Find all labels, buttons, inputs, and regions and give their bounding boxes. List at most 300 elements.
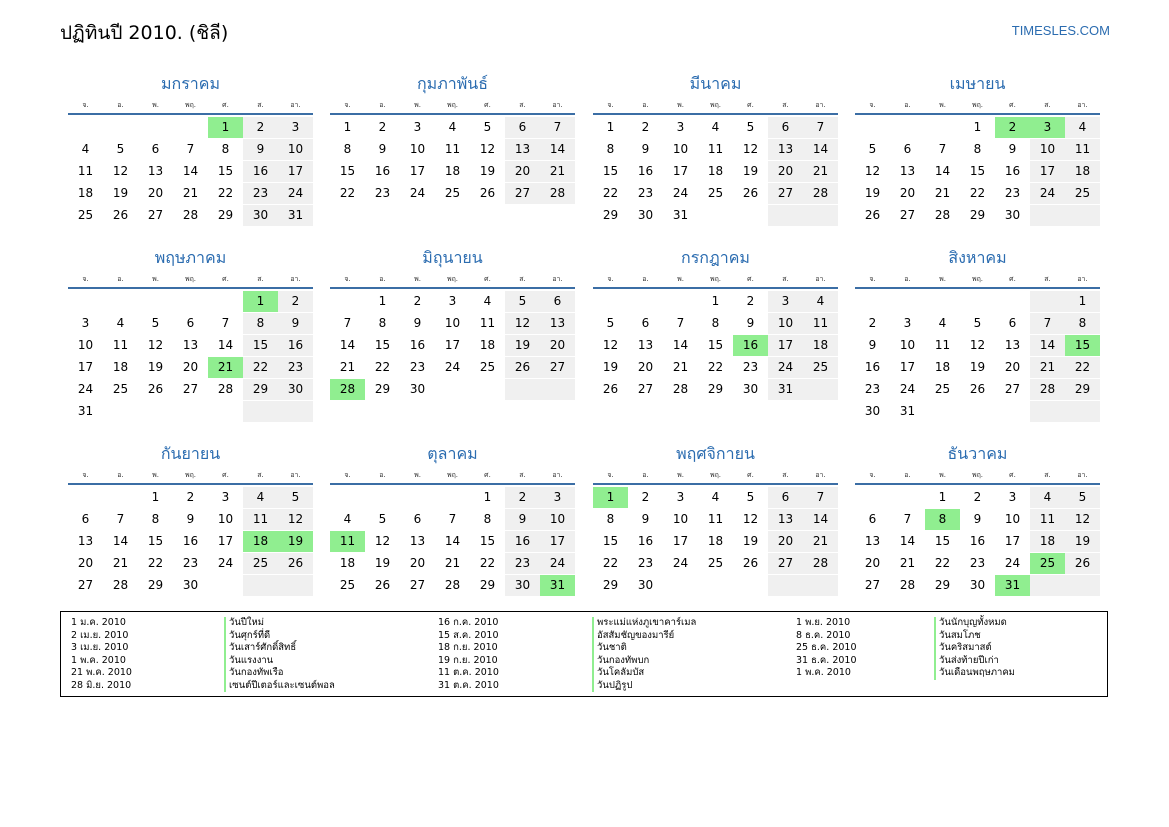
day-cell: 16 bbox=[637, 164, 654, 178]
page-title: ปฏิทินปี 2010. (ชิลี) bbox=[60, 22, 229, 44]
empty-day-cell bbox=[173, 117, 208, 138]
empty-day-cell bbox=[768, 205, 803, 226]
holiday-dates-col-3 bbox=[796, 617, 857, 680]
empty-day-cell bbox=[400, 487, 435, 508]
day-cell: 1 bbox=[483, 490, 492, 504]
day-cell: 8 bbox=[343, 142, 352, 156]
empty-day-cell bbox=[365, 487, 400, 508]
day-cell: 11 bbox=[243, 509, 278, 530]
empty-day-cell bbox=[138, 117, 173, 138]
day-cell: 25 bbox=[243, 553, 278, 574]
holiday-name: วันสมโภช bbox=[934, 630, 1015, 643]
weekday-label: ส. bbox=[257, 101, 264, 109]
weekday-label: อ. bbox=[904, 275, 911, 283]
day-cell: 12 bbox=[864, 164, 881, 178]
day-cell: 7 bbox=[186, 142, 195, 156]
day-cell: 22 bbox=[1065, 357, 1100, 378]
day-cell: 12 bbox=[112, 164, 129, 178]
day-cell: 1 bbox=[208, 117, 243, 138]
weekday-label: พ. bbox=[677, 275, 684, 283]
empty-day-cell bbox=[173, 291, 208, 312]
weekday-label: ส. bbox=[782, 471, 789, 479]
day-cell: 18 bbox=[339, 556, 356, 570]
weekday-header bbox=[855, 469, 1100, 485]
day-cell: 25 bbox=[77, 208, 94, 222]
day-cell: 9 bbox=[278, 313, 313, 334]
empty-day-cell bbox=[803, 205, 838, 226]
day-cell: 5 bbox=[1065, 487, 1100, 508]
day-cell: 22 bbox=[969, 186, 986, 200]
weekday-label: ศ. bbox=[484, 101, 491, 109]
weekday-label: จ. bbox=[344, 275, 351, 283]
day-cell: 10 bbox=[77, 338, 94, 352]
holiday-date: 18 ก.ย. 2010 bbox=[438, 642, 498, 653]
empty-day-cell bbox=[243, 401, 278, 422]
day-cell: 29 bbox=[217, 208, 234, 222]
holiday-name: วันกองทัพบก bbox=[592, 655, 696, 668]
day-cell: 5 bbox=[151, 316, 160, 330]
weekday-label: ส. bbox=[1044, 275, 1051, 283]
weekday-label: พฤ. bbox=[971, 471, 984, 479]
day-grid bbox=[330, 291, 575, 401]
weekday-label: จ. bbox=[869, 471, 876, 479]
day-cell: 18 bbox=[479, 338, 496, 352]
day-cell: 20 bbox=[505, 161, 540, 182]
day-cell: 29 bbox=[602, 578, 619, 592]
day-cell: 27 bbox=[768, 553, 803, 574]
day-cell: 24 bbox=[278, 183, 313, 204]
weekday-label: จ. bbox=[607, 471, 614, 479]
day-cell: 20 bbox=[864, 556, 881, 570]
day-cell: 19 bbox=[147, 360, 164, 374]
day-cell: 30 bbox=[182, 578, 199, 592]
weekday-label: ศ. bbox=[484, 275, 491, 283]
weekday-label: พฤ. bbox=[184, 275, 197, 283]
day-cell: 8 bbox=[378, 316, 387, 330]
day-cell: 15 bbox=[969, 164, 986, 178]
day-cell: 5 bbox=[746, 490, 755, 504]
day-cell: 7 bbox=[903, 512, 912, 526]
weekday-label: จ. bbox=[344, 471, 351, 479]
empty-day-cell bbox=[1065, 401, 1100, 422]
weekday-label: ศ. bbox=[484, 471, 491, 479]
day-cell: 30 bbox=[742, 382, 759, 396]
day-cell: 25 bbox=[1030, 553, 1065, 574]
day-cell: 6 bbox=[81, 512, 90, 526]
day-cell: 23 bbox=[182, 556, 199, 570]
day-cell: 14 bbox=[803, 509, 838, 530]
day-cell: 11 bbox=[77, 164, 94, 178]
day-cell: 24 bbox=[672, 556, 689, 570]
day-cell: 19 bbox=[602, 360, 619, 374]
day-cell: 8 bbox=[973, 142, 982, 156]
weekday-label: พ. bbox=[414, 275, 421, 283]
weekday-label: อ. bbox=[642, 101, 649, 109]
empty-day-cell bbox=[208, 291, 243, 312]
month-name: พฤศจิกายน bbox=[676, 444, 755, 463]
empty-day-cell bbox=[663, 291, 698, 312]
day-cell: 27 bbox=[505, 183, 540, 204]
day-cell: 18 bbox=[1065, 161, 1100, 182]
empty-day-cell bbox=[103, 401, 138, 422]
day-cell: 14 bbox=[182, 164, 199, 178]
day-cell: 7 bbox=[803, 487, 838, 508]
day-cell: 27 bbox=[768, 183, 803, 204]
day-cell: 21 bbox=[1030, 357, 1065, 378]
day-cell: 24 bbox=[1030, 183, 1065, 204]
day-cell: 13 bbox=[637, 338, 654, 352]
day-cell: 12 bbox=[1065, 509, 1100, 530]
day-cell: 29 bbox=[479, 578, 496, 592]
day-cell: 14 bbox=[444, 534, 461, 548]
day-cell: 22 bbox=[479, 556, 496, 570]
day-cell: 11 bbox=[707, 142, 724, 156]
day-cell: 18 bbox=[444, 164, 461, 178]
empty-day-cell bbox=[925, 401, 960, 422]
day-cell: 4 bbox=[343, 512, 352, 526]
empty-day-cell bbox=[138, 291, 173, 312]
day-grid bbox=[330, 117, 575, 205]
day-cell: 24 bbox=[77, 382, 94, 396]
day-cell: 18 bbox=[77, 186, 94, 200]
empty-day-cell bbox=[243, 575, 278, 596]
day-cell: 22 bbox=[217, 186, 234, 200]
day-grid bbox=[68, 487, 313, 597]
day-cell: 26 bbox=[742, 186, 759, 200]
day-cell: 4 bbox=[116, 316, 125, 330]
empty-day-cell bbox=[960, 401, 995, 422]
weekday-label: พ. bbox=[152, 471, 159, 479]
holiday-name: วันเสาร์ศักดิ์สิทธิ์ bbox=[224, 642, 335, 655]
day-cell: 23 bbox=[374, 186, 391, 200]
day-cell: 12 bbox=[742, 142, 759, 156]
day-cell: 28 bbox=[899, 578, 916, 592]
weekday-label: พฤ. bbox=[971, 275, 984, 283]
day-cell: 2 bbox=[243, 117, 278, 138]
day-cell: 10 bbox=[540, 509, 575, 530]
day-cell: 5 bbox=[973, 316, 982, 330]
empty-day-cell bbox=[505, 379, 540, 400]
empty-day-cell bbox=[540, 379, 575, 400]
day-cell: 8 bbox=[243, 313, 278, 334]
empty-day-cell bbox=[960, 291, 995, 312]
day-cell: 13 bbox=[505, 139, 540, 160]
day-cell: 31 bbox=[278, 205, 313, 226]
day-cell: 11 bbox=[707, 512, 724, 526]
day-cell: 17 bbox=[672, 164, 689, 178]
weekday-header bbox=[593, 469, 838, 485]
day-cell: 4 bbox=[1065, 117, 1100, 138]
month-name: ตุลาคม bbox=[427, 444, 478, 463]
weekday-label: ส. bbox=[519, 275, 526, 283]
day-cell: 23 bbox=[409, 360, 426, 374]
day-cell: 6 bbox=[505, 117, 540, 138]
day-grid bbox=[855, 117, 1100, 227]
day-cell: 17 bbox=[77, 360, 94, 374]
day-cell: 12 bbox=[147, 338, 164, 352]
holiday-date: 19 ก.ย. 2010 bbox=[438, 654, 498, 666]
holiday-date: 1 พ.ย. 2010 bbox=[796, 617, 851, 628]
empty-day-cell bbox=[470, 379, 505, 400]
weekday-label: อา. bbox=[552, 275, 563, 283]
month-name: สิงหาคม bbox=[948, 248, 1007, 267]
month-name: เมษายน bbox=[949, 74, 1006, 93]
day-cell: 19 bbox=[112, 186, 129, 200]
weekday-header bbox=[68, 273, 313, 289]
month-name: มกราคม bbox=[160, 74, 221, 93]
day-cell: 31 bbox=[540, 575, 575, 596]
day-cell: 24 bbox=[1004, 556, 1021, 570]
day-cell: 25 bbox=[803, 357, 838, 378]
day-cell: 10 bbox=[1030, 139, 1065, 160]
day-cell: 26 bbox=[505, 357, 540, 378]
holiday-name: วันเดือนพฤษภาคม bbox=[934, 667, 1015, 680]
day-cell: 5 bbox=[746, 120, 755, 134]
day-cell: 9 bbox=[186, 512, 195, 526]
weekday-label: พ. bbox=[939, 101, 946, 109]
day-grid bbox=[593, 487, 838, 597]
day-cell: 30 bbox=[278, 379, 313, 400]
day-cell: 12 bbox=[278, 509, 313, 530]
day-cell: 14 bbox=[672, 338, 689, 352]
day-cell: 9 bbox=[1008, 142, 1017, 156]
day-cell: 22 bbox=[602, 556, 619, 570]
day-cell: 30 bbox=[1004, 208, 1021, 222]
empty-day-cell bbox=[733, 575, 768, 596]
day-cell: 24 bbox=[444, 360, 461, 374]
day-cell: 28 bbox=[803, 183, 838, 204]
day-cell: 17 bbox=[768, 335, 803, 356]
day-cell: 27 bbox=[540, 357, 575, 378]
holiday-name: พระแม่แห่งภูเขาคาร์เมล bbox=[592, 617, 696, 630]
day-grid bbox=[855, 291, 1100, 423]
day-cell: 7 bbox=[448, 512, 457, 526]
weekday-header bbox=[330, 99, 575, 115]
empty-day-cell bbox=[803, 379, 838, 400]
day-cell: 16 bbox=[243, 161, 278, 182]
day-cell: 16 bbox=[637, 534, 654, 548]
holiday-name: วันคริสมาสต์ bbox=[934, 642, 1015, 655]
weekday-header bbox=[330, 469, 575, 485]
month-block bbox=[68, 442, 313, 597]
holiday-name: วันปฏิรูป bbox=[592, 680, 696, 693]
day-grid bbox=[855, 487, 1100, 597]
holiday-date: 28 มิ.ย. 2010 bbox=[71, 679, 132, 691]
day-cell: 10 bbox=[409, 142, 426, 156]
day-cell: 14 bbox=[217, 338, 234, 352]
day-cell: 24 bbox=[409, 186, 426, 200]
day-cell: 16 bbox=[1004, 164, 1021, 178]
empty-day-cell bbox=[925, 291, 960, 312]
day-cell: 3 bbox=[413, 120, 422, 134]
day-cell: 30 bbox=[864, 404, 881, 418]
day-cell: 14 bbox=[112, 534, 129, 548]
empty-day-cell bbox=[855, 291, 890, 312]
day-cell: 8 bbox=[483, 512, 492, 526]
day-cell: 25 bbox=[934, 382, 951, 396]
day-cell: 30 bbox=[409, 382, 426, 396]
day-cell: 1 bbox=[938, 490, 947, 504]
empty-day-cell bbox=[208, 575, 243, 596]
day-cell: 25 bbox=[707, 556, 724, 570]
day-cell: 28 bbox=[540, 183, 575, 204]
month-block bbox=[593, 246, 838, 401]
weekday-label: จ. bbox=[869, 101, 876, 109]
weekday-label: พฤ. bbox=[184, 101, 197, 109]
day-cell: 6 bbox=[540, 291, 575, 312]
day-cell: 22 bbox=[602, 186, 619, 200]
day-cell: 1 bbox=[606, 120, 615, 134]
day-cell: 14 bbox=[934, 164, 951, 178]
day-cell: 23 bbox=[505, 553, 540, 574]
day-cell: 17 bbox=[409, 164, 426, 178]
empty-day-cell bbox=[855, 117, 890, 138]
day-cell: 11 bbox=[1065, 139, 1100, 160]
day-cell: 7 bbox=[676, 316, 685, 330]
day-cell: 26 bbox=[742, 556, 759, 570]
day-cell: 5 bbox=[278, 487, 313, 508]
day-cell: 15 bbox=[602, 164, 619, 178]
day-cell: 18 bbox=[243, 531, 278, 552]
day-cell: 29 bbox=[1065, 379, 1100, 400]
day-cell: 17 bbox=[444, 338, 461, 352]
day-cell: 17 bbox=[672, 534, 689, 548]
day-cell: 20 bbox=[1004, 360, 1021, 374]
day-cell: 19 bbox=[505, 335, 540, 356]
day-cell: 3 bbox=[903, 316, 912, 330]
day-cell: 1 bbox=[711, 294, 720, 308]
day-cell: 9 bbox=[746, 316, 755, 330]
day-cell: 11 bbox=[112, 338, 129, 352]
day-cell: 10 bbox=[672, 142, 689, 156]
day-cell: 31 bbox=[77, 404, 94, 418]
holiday-date: 11 ต.ค. 2010 bbox=[438, 667, 499, 678]
weekday-label: จ. bbox=[869, 275, 876, 283]
day-cell: 8 bbox=[606, 512, 615, 526]
day-cell: 20 bbox=[77, 556, 94, 570]
day-cell: 16 bbox=[182, 534, 199, 548]
day-cell: 8 bbox=[925, 509, 960, 530]
weekday-label: พ. bbox=[414, 101, 421, 109]
day-cell: 28 bbox=[672, 382, 689, 396]
day-cell: 7 bbox=[1030, 313, 1065, 334]
day-cell: 16 bbox=[864, 360, 881, 374]
day-cell: 20 bbox=[899, 186, 916, 200]
weekday-label: พฤ. bbox=[184, 471, 197, 479]
empty-day-cell bbox=[1030, 291, 1065, 312]
day-cell: 4 bbox=[711, 490, 720, 504]
day-cell: 28 bbox=[803, 553, 838, 574]
day-cell: 4 bbox=[483, 294, 492, 308]
weekday-label: พฤ. bbox=[709, 471, 722, 479]
day-cell: 15 bbox=[479, 534, 496, 548]
day-cell: 10 bbox=[217, 512, 234, 526]
day-cell: 24 bbox=[217, 556, 234, 570]
day-cell: 22 bbox=[339, 186, 356, 200]
day-cell: 13 bbox=[540, 313, 575, 334]
day-cell: 8 bbox=[606, 142, 615, 156]
day-cell: 1 bbox=[343, 120, 352, 134]
day-cell: 16 bbox=[969, 534, 986, 548]
day-cell: 12 bbox=[374, 534, 391, 548]
empty-day-cell bbox=[1065, 575, 1100, 596]
empty-day-cell bbox=[995, 401, 1030, 422]
empty-day-cell bbox=[278, 575, 313, 596]
empty-day-cell bbox=[1065, 205, 1100, 226]
holiday-date: 1 พ.ค. 2010 bbox=[796, 667, 851, 678]
day-cell: 19 bbox=[742, 164, 759, 178]
weekday-label: ส. bbox=[257, 471, 264, 479]
empty-day-cell bbox=[925, 117, 960, 138]
day-cell: 19 bbox=[742, 534, 759, 548]
day-cell: 2 bbox=[973, 490, 982, 504]
holiday-name: วันแรงงาน bbox=[224, 655, 335, 668]
day-cell: 28 bbox=[182, 208, 199, 222]
day-cell: 22 bbox=[374, 360, 391, 374]
day-cell: 20 bbox=[182, 360, 199, 374]
day-cell: 7 bbox=[540, 117, 575, 138]
month-name: กุมภาพันธ์ bbox=[416, 74, 488, 93]
holiday-name: วันส่งท้ายปีเก่า bbox=[934, 655, 1015, 668]
day-cell: 10 bbox=[672, 512, 689, 526]
weekday-label: อ. bbox=[117, 275, 124, 283]
day-cell: 3 bbox=[81, 316, 90, 330]
day-cell: 25 bbox=[1065, 183, 1100, 204]
holiday-name: วันชาติ bbox=[592, 642, 696, 655]
day-cell: 8 bbox=[1065, 313, 1100, 334]
day-cell: 30 bbox=[637, 578, 654, 592]
month-name: กรกฎาคม bbox=[681, 248, 750, 267]
weekday-header bbox=[593, 99, 838, 115]
day-cell: 10 bbox=[899, 338, 916, 352]
day-cell: 7 bbox=[938, 142, 947, 156]
day-cell: 27 bbox=[77, 578, 94, 592]
day-cell: 4 bbox=[938, 316, 947, 330]
day-cell: 23 bbox=[864, 382, 881, 396]
weekday-label: อ. bbox=[379, 101, 386, 109]
empty-day-cell bbox=[103, 487, 138, 508]
empty-day-cell bbox=[698, 205, 733, 226]
weekday-label: อ. bbox=[117, 471, 124, 479]
weekday-label: ศ. bbox=[1009, 275, 1016, 283]
day-cell: 13 bbox=[899, 164, 916, 178]
weekday-label: อา. bbox=[1077, 275, 1088, 283]
day-cell: 31 bbox=[768, 379, 803, 400]
empty-day-cell bbox=[890, 117, 925, 138]
empty-day-cell bbox=[995, 291, 1030, 312]
day-cell: 16 bbox=[505, 531, 540, 552]
site-link[interactable]: TIMESLES.COM bbox=[1011, 23, 1110, 38]
weekday-header bbox=[593, 273, 838, 289]
day-cell: 2 bbox=[868, 316, 877, 330]
day-cell: 29 bbox=[374, 382, 391, 396]
day-cell: 12 bbox=[602, 338, 619, 352]
weekday-header bbox=[68, 99, 313, 115]
day-cell: 28 bbox=[330, 379, 365, 400]
day-cell: 14 bbox=[339, 338, 356, 352]
day-cell: 15 bbox=[217, 164, 234, 178]
day-cell: 15 bbox=[147, 534, 164, 548]
day-cell: 11 bbox=[444, 142, 461, 156]
day-cell: 2 bbox=[641, 120, 650, 134]
day-cell: 3 bbox=[221, 490, 230, 504]
day-cell: 25 bbox=[339, 578, 356, 592]
weekday-label: ศ. bbox=[747, 471, 754, 479]
holiday-dates-col-2 bbox=[438, 617, 499, 692]
day-cell: 1 bbox=[378, 294, 387, 308]
month-block bbox=[330, 442, 575, 597]
day-cell: 22 bbox=[707, 360, 724, 374]
